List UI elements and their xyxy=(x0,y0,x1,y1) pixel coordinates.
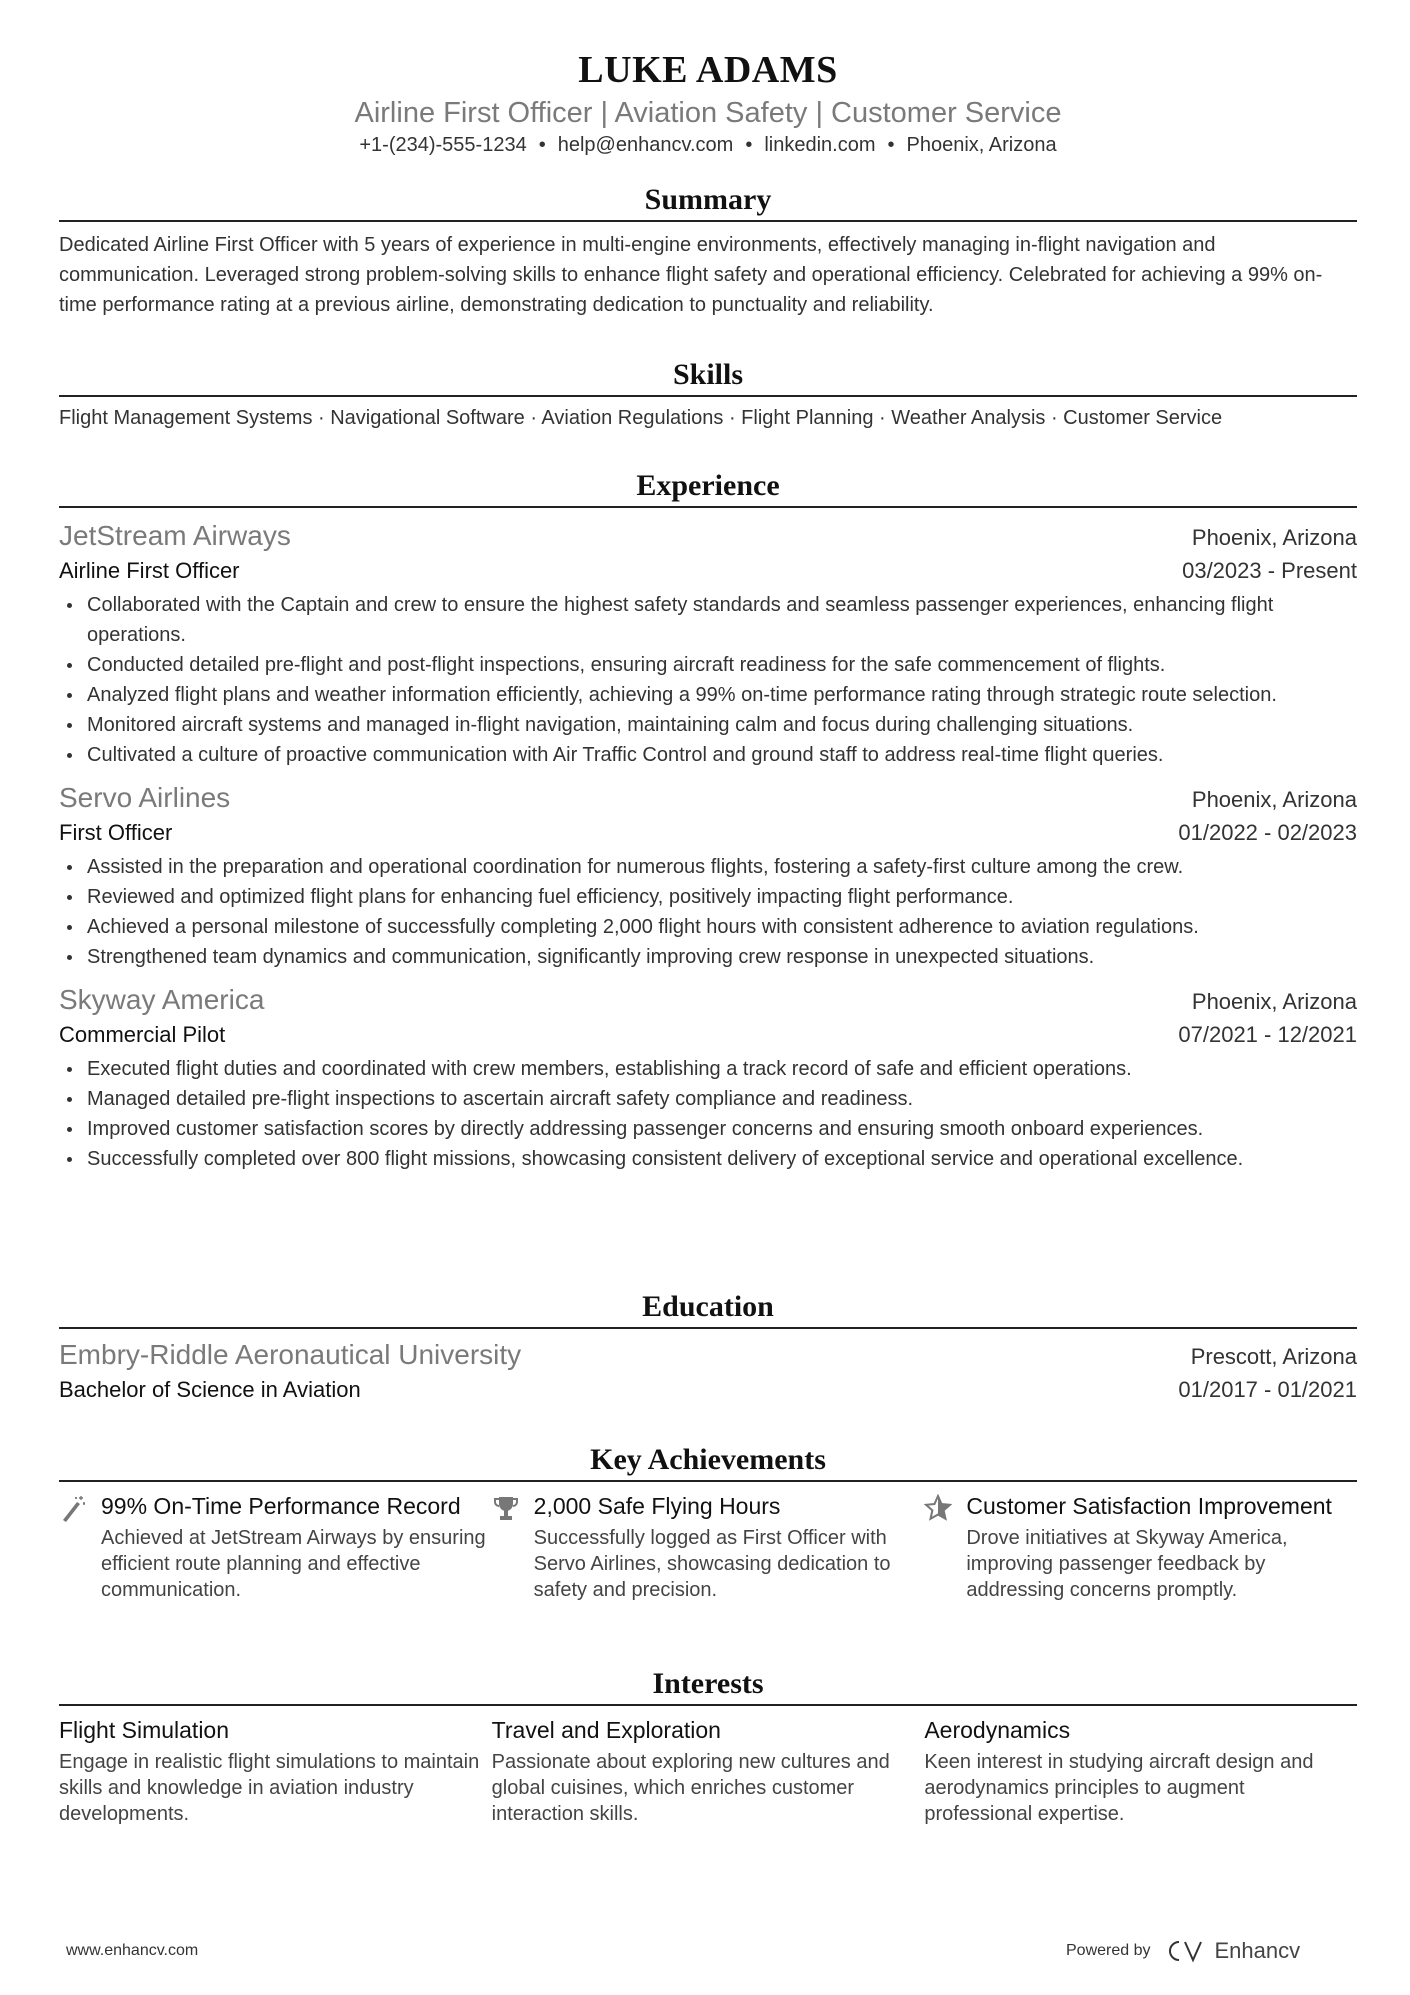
company-name: Skyway America xyxy=(59,984,265,1015)
achievement-title: 2,000 Safe Flying Hours xyxy=(533,1493,781,1519)
section-title: Summary xyxy=(59,178,1357,222)
job-location: Phoenix, Arizona xyxy=(1191,787,1357,812)
bullet-item: Analyzed flight plans and weather information efficiently, achieving a 99% on-time performance rating through strategic route selection. xyxy=(59,680,1357,710)
bullet-item: Executed flight duties and coordinated with crew members, establishing a track record of safe and efficient operations. xyxy=(59,1054,1357,1084)
footer-website[interactable]: www.enhancv.com xyxy=(66,1942,199,1959)
achievement-item xyxy=(59,1492,492,1603)
interest-title: Aerodynamics xyxy=(924,1717,1071,1743)
enhancv-brand: Enhancv xyxy=(1214,1938,1301,1963)
achievement-desc: Achieved at JetStream Airways by ensuring efficient route planning and effective communication. xyxy=(101,1527,486,1601)
summary-section xyxy=(59,178,1357,320)
job-entry xyxy=(59,780,1357,972)
location: Phoenix, Arizona xyxy=(906,134,1057,156)
interests-section xyxy=(59,1662,1357,1827)
powered-by xyxy=(1066,1938,1300,1964)
school-name: Embry-Riddle Aeronautical University xyxy=(59,1339,522,1370)
achievement-item xyxy=(492,1492,925,1603)
job-location: Phoenix, Arizona xyxy=(1191,525,1357,550)
skills-list: Flight Management Systems · Navigational Software · Aviation Regulations · Flight Planning · Weather Analysis · Customer Service xyxy=(59,407,1223,429)
job-title: Commercial Pilot xyxy=(59,1022,226,1047)
skills-section xyxy=(59,353,1357,433)
trophy-icon xyxy=(492,1494,520,1522)
education-section xyxy=(59,1285,1357,1407)
interest-item xyxy=(492,1716,925,1827)
education-dates: 01/2017 - 01/2021 xyxy=(1178,1377,1357,1402)
section-title: Key Achievements xyxy=(59,1438,1357,1482)
enhancv-logo-icon xyxy=(1165,1939,1209,1963)
summary-text: Dedicated Airline First Officer with 5 years of experience in multi-engine environments, effectively managing in-flight navigation and communication. Leveraged strong problem-solving skills to enhance flight safety and operational efficiency. Celebrated for achieving a 99% on-time performance rating at a previous airline, demonstrating dedication to punctuality and reliability. xyxy=(59,234,1323,316)
phone: +1-(234)-555-1234 xyxy=(359,134,527,156)
linkedin[interactable]: linkedin.com xyxy=(764,134,876,156)
company-name: Servo Airlines xyxy=(59,782,231,813)
job-dates: 01/2022 - 02/2023 xyxy=(1178,820,1357,845)
degree: Bachelor of Science in Aviation xyxy=(59,1377,361,1402)
interest-title: Flight Simulation xyxy=(59,1717,230,1743)
magic-wand-icon xyxy=(59,1494,87,1522)
bullet-item: Conducted detailed pre-flight and post-flight inspections, ensuring aircraft readiness for the safe commencement of flights. xyxy=(59,650,1357,680)
powered-by-label: Powered by xyxy=(1066,1942,1151,1959)
interest-desc: Keen interest in studying aircraft design and aerodynamics principles to augment professional expertise. xyxy=(924,1751,1314,1825)
job-dates: 03/2023 - Present xyxy=(1182,558,1357,583)
achievement-desc: Successfully logged as First Officer with Servo Airlines, showcasing dedication to safety and precision. xyxy=(533,1527,891,1601)
bullet-item: Monitored aircraft systems and managed in-flight navigation, maintaining calm and focus during challenging situations. xyxy=(59,710,1357,740)
experience-section xyxy=(59,464,1357,1174)
achievement-desc: Drove initiatives at Skyway America, improving passenger feedback by addressing concerns promptly. xyxy=(966,1527,1288,1601)
job-bullets xyxy=(59,590,1357,770)
section-title: Interests xyxy=(59,1662,1357,1706)
bullet-item: Successfully completed over 800 flight missions, showcasing consistent delivery of exceptional service and operational excellence. xyxy=(59,1144,1357,1174)
bullet-item: Collaborated with the Captain and crew to ensure the highest safety standards and seamless passenger experiences, enhancing flight operations. xyxy=(59,590,1357,650)
bullet-item: Assisted in the preparation and operational coordination for numerous flights, fostering a safety-first culture among the crew. xyxy=(59,852,1357,882)
job-entry xyxy=(59,518,1357,770)
job-bullets xyxy=(59,852,1357,972)
interest-item xyxy=(59,1716,492,1827)
job-dates: 07/2021 - 12/2021 xyxy=(1178,1022,1357,1047)
job-title: First Officer xyxy=(59,820,173,845)
job-bullets xyxy=(59,1054,1357,1174)
section-title: Skills xyxy=(59,353,1357,397)
company-name: JetStream Airways xyxy=(59,520,291,551)
email[interactable]: help@enhancv.com xyxy=(557,134,734,156)
achievements-section xyxy=(59,1438,1357,1603)
job-entry xyxy=(59,982,1357,1174)
bullet-item: Strengthened team dynamics and communication, significantly improving crew response in unexpected situations. xyxy=(59,942,1357,972)
section-title: Experience xyxy=(59,464,1357,508)
candidate-name: LUKE ADAMS xyxy=(578,49,838,91)
job-location: Phoenix, Arizona xyxy=(1191,989,1357,1014)
achievement-title: Customer Satisfaction Improvement xyxy=(966,1493,1332,1519)
job-title: Airline First Officer xyxy=(59,558,240,583)
school-location: Prescott, Arizona xyxy=(1190,1344,1357,1369)
interest-desc: Engage in realistic flight simulations to maintain skills and knowledge in aviation industry developments. xyxy=(59,1751,480,1825)
interest-item xyxy=(924,1716,1357,1827)
bullet-item: Reviewed and optimized flight plans for enhancing fuel efficiency, positively impacting flight performance. xyxy=(59,882,1357,912)
bullet-item: Achieved a personal milestone of successfully completing 2,000 flight hours with consistent adherence to aviation regulations. xyxy=(59,912,1357,942)
bullet-item: Improved customer satisfaction scores by directly addressing passenger concerns and ensuring smooth onboard experiences. xyxy=(59,1114,1357,1144)
interest-title: Travel and Exploration xyxy=(491,1717,721,1743)
bullet-item: Managed detailed pre-flight inspections to ascertain aircraft safety compliance and readiness. xyxy=(59,1084,1357,1114)
achievement-title: 99% On-Time Performance Record xyxy=(101,1493,461,1519)
section-title: Education xyxy=(59,1285,1357,1329)
candidate-headline: Airline First Officer | Aviation Safety | Customer Service xyxy=(354,97,1062,129)
bullet-item: Cultivated a culture of proactive communication with Air Traffic Control and ground staff to address real-time flight queries. xyxy=(59,740,1357,770)
contact-info: +1-(234)-555-1234 • help@enhancv.com • linkedin.com • Phoenix, Arizona xyxy=(359,134,1057,156)
star-icon xyxy=(924,1494,952,1522)
achievement-item xyxy=(924,1492,1357,1603)
interest-desc: Passionate about exploring new cultures and global cuisines, which enriches customer interaction skills. xyxy=(491,1751,890,1825)
